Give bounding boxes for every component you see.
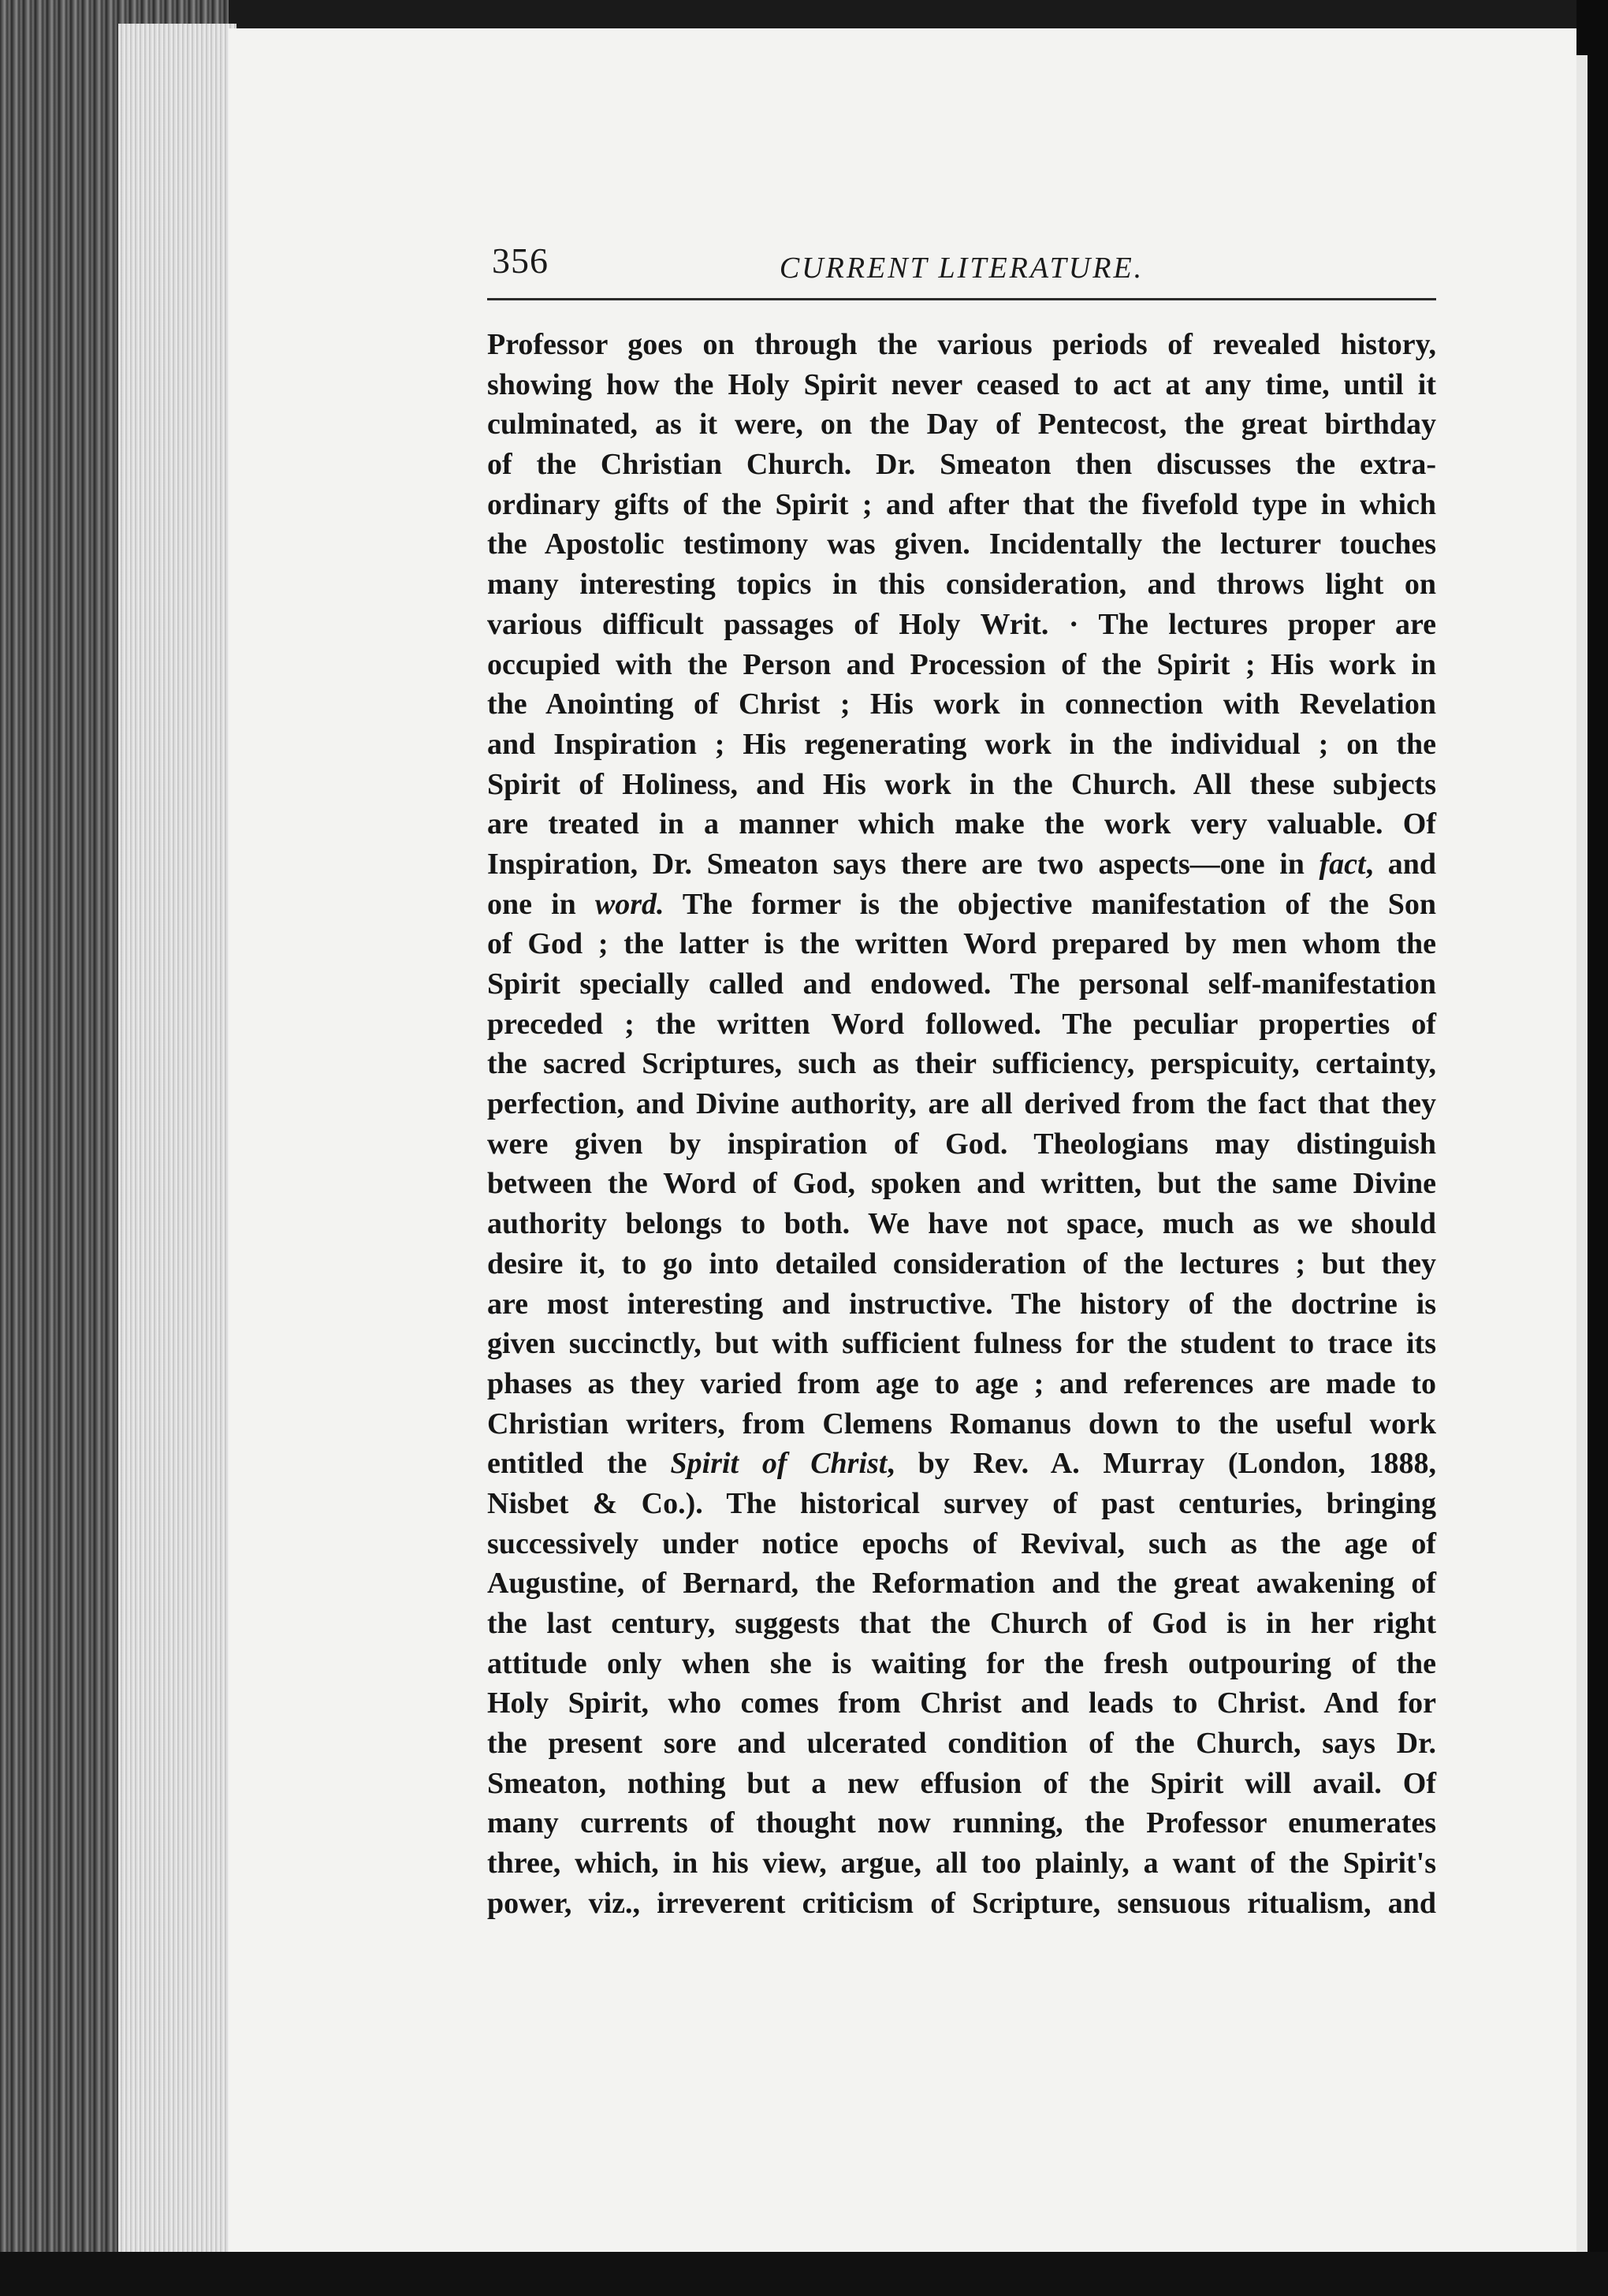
text-line (487, 725, 1436, 765)
text-segment: desire it, to go into detailed consideration of the lectures ; but they (487, 1247, 1436, 1280)
text-line (487, 1444, 1436, 1484)
italic-text: fact (1319, 847, 1366, 881)
text-line (487, 684, 1436, 725)
header-rule (487, 298, 1436, 300)
text-line (487, 565, 1436, 605)
text-segment: entitled the (487, 1447, 671, 1481)
text-segment: Spirit of Holiness, and His work in the Church. All these subjects (487, 767, 1436, 801)
text-line (487, 605, 1436, 645)
text-line (487, 1324, 1436, 1364)
text-segment: one in (487, 887, 595, 921)
text-segment: attitude only when she is waiting for the fresh outpouring of the (487, 1646, 1436, 1680)
text-line (487, 1484, 1436, 1524)
text-line (487, 1164, 1436, 1204)
text-segment: successively under notice epochs of Revival, such as the age of (487, 1526, 1436, 1560)
text-segment: Christian writers, from Clemens Romanus down to the useful work (487, 1407, 1436, 1441)
text-line (487, 1084, 1436, 1124)
body-text (487, 325, 1436, 1924)
text-segment: , by Rev. A. Murray (London, 1888, (887, 1447, 1437, 1481)
text-line (487, 445, 1436, 485)
text-segment: various difficult passages of Holy Writ. · The lectures proper are (487, 607, 1436, 641)
text-segment: power, viz., irreverent criticism of Scripture, sensuous ritualism, and (487, 1886, 1436, 1920)
text-line (487, 524, 1436, 565)
text-segment: Holy Spirit, who comes from Christ and leads to Christ. And for (487, 1687, 1436, 1720)
text-segment: preceded ; the written Word followed. The peculiar properties of (487, 1007, 1436, 1041)
text-line (487, 844, 1436, 885)
page-header (487, 237, 1436, 292)
text-segment: Smeaton, nothing but a new effusion of the Spirit will avail. Of (487, 1766, 1436, 1800)
text-segment: and Inspiration ; His regenerating work in the individual ; on the (487, 727, 1436, 761)
text-line (487, 1843, 1436, 1884)
text-line (487, 1604, 1436, 1644)
italic-text: Spirit of Christ (670, 1447, 888, 1481)
text-line (487, 964, 1436, 1004)
text-segment: between the Word of God, spoken and written, but the same Divine (487, 1167, 1436, 1201)
text-segment: Spirit specially called and endowed. The personal self-manifestation (487, 967, 1436, 1001)
text-segment: showing how the Holy Spirit never ceased to act at any time, until it (487, 367, 1436, 401)
text-segment: occupied with the Person and Procession of the Spirit ; His work in (487, 647, 1436, 681)
text-segment: three, which, in his view, argue, all too plainly, a want of the Spirit's (487, 1847, 1436, 1880)
text-segment: authority belongs to both. We have not space, much as we should (487, 1207, 1436, 1241)
text-segment: the Anointing of Christ ; His work in connection with Revelation (487, 688, 1436, 721)
text-line (487, 1044, 1436, 1084)
text-segment: culminated, as it were, on the Day of Pentecost, the great birthday (487, 408, 1436, 442)
text-segment: perfection, and Divine authority, are all derived from the fact that they (487, 1087, 1436, 1121)
text-segment: given succinctly, but with sufficient fulness for the student to trace its (487, 1327, 1436, 1361)
text-line (487, 1524, 1436, 1564)
text-segment: Professor goes on through the various periods of revealed history, (487, 328, 1436, 361)
bottom-border (0, 2252, 1608, 2296)
text-segment: Nisbet & Co.). The historical survey of past centuries, bringing (487, 1486, 1436, 1520)
text-line (487, 1724, 1436, 1764)
text-line (487, 1004, 1436, 1045)
text-segment: the sacred Scriptures, such as their sufficiency, perspicuity, certainty, (487, 1047, 1436, 1081)
text-line (487, 1803, 1436, 1843)
text-segment: ordinary gifts of the Spirit ; and after that the fivefold type in which (487, 487, 1436, 521)
text-line (487, 365, 1436, 405)
text-segment: are most interesting and instructive. The history of the doctrine is (487, 1287, 1436, 1321)
text-segment: phases as they varied from age to age ; and references are made to (487, 1366, 1436, 1400)
running-head: CURRENT LITERATURE. (779, 252, 1145, 285)
text-line (487, 485, 1436, 525)
text-line (487, 404, 1436, 445)
text-line (487, 924, 1436, 964)
text-line (487, 1884, 1436, 1924)
text-line (487, 1244, 1436, 1284)
text-line (487, 765, 1436, 805)
text-line (487, 1204, 1436, 1244)
text-segment: the last century, suggests that the Church of God is in her right (487, 1607, 1436, 1640)
text-segment: many currents of thought now running, the Professor enumerates (487, 1806, 1436, 1840)
text-line (487, 325, 1436, 365)
text-line (487, 1404, 1436, 1444)
text-line (487, 1364, 1436, 1404)
text-segment: of the Christian Church. Dr. Smeaton then discusses the extra- (487, 448, 1436, 482)
text-segment: of God ; the latter is the written Word prepared by men whom the (487, 927, 1436, 961)
italic-text: word. (594, 887, 664, 921)
text-segment: many interesting topics in this consideration, and throws light on (487, 568, 1436, 602)
text-segment: Inspiration, Dr. Smeaton says there are two aspects—one in (487, 847, 1320, 881)
text-segment: the present sore and ulcerated condition of the Church, says Dr. (487, 1727, 1436, 1761)
text-segment: The former is the objective manifestation of the Son (664, 887, 1436, 921)
text-line (487, 1124, 1436, 1165)
text-line (487, 804, 1436, 844)
text-segment: are treated in a manner which make the work very valuable. Of (487, 807, 1436, 841)
page-stack-edges (118, 24, 236, 2255)
next-page-edge (1576, 55, 1588, 2255)
text-segment: Augustine, of Bernard, the Reformation and the great awakening of (487, 1567, 1436, 1601)
text-line (487, 645, 1436, 685)
text-line (487, 1683, 1436, 1724)
text-line (487, 1564, 1436, 1604)
text-segment: were given by inspiration of God. Theologians may distinguish (487, 1127, 1436, 1161)
text-line (487, 1284, 1436, 1325)
page-number: 356 (492, 240, 549, 281)
text-line (487, 1764, 1436, 1804)
text-line (487, 1644, 1436, 1684)
text-line (487, 885, 1436, 925)
text-segment: , and (1365, 847, 1436, 881)
text-segment: the Apostolic testimony was given. Incidentally the lecturer touches (487, 527, 1436, 561)
